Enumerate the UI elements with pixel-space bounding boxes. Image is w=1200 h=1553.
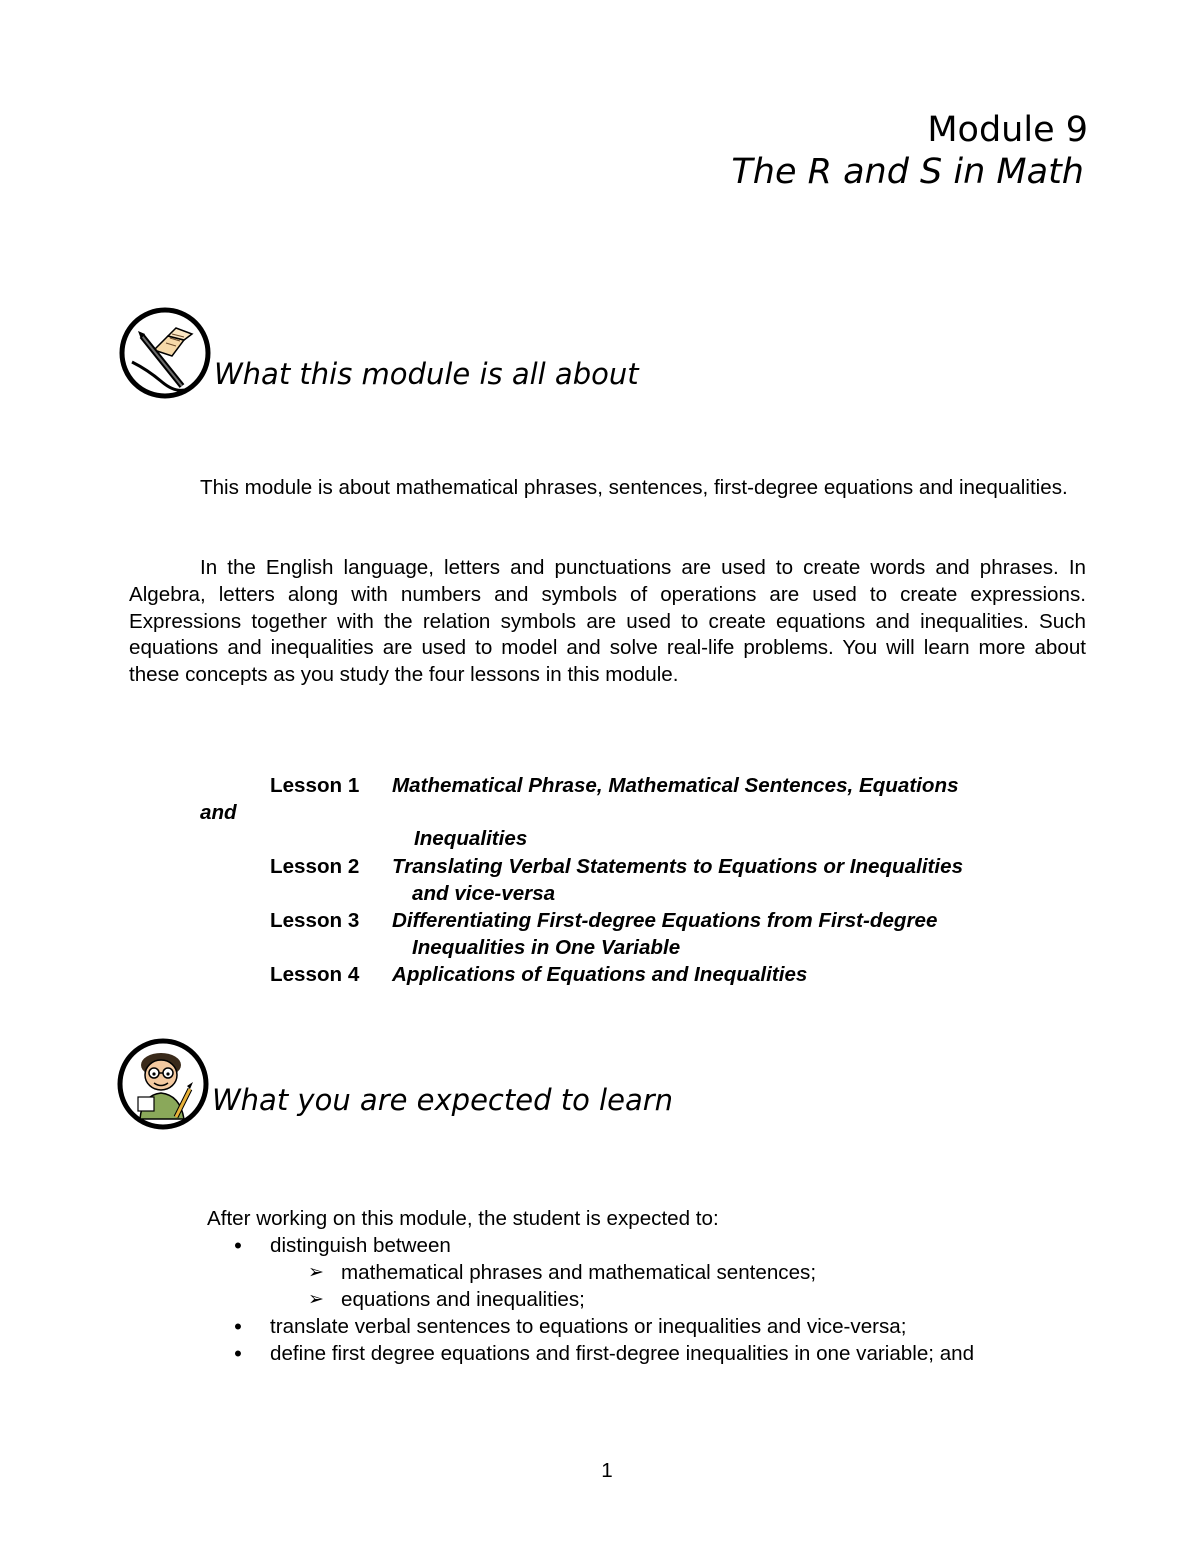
objective-subitem: mathematical phrases and mathematical sentences; bbox=[341, 1261, 817, 1284]
bullet-dot-icon: • bbox=[234, 1314, 242, 1339]
objective-item: distinguish between bbox=[270, 1234, 451, 1257]
lesson-title-continued: and vice-versa bbox=[412, 882, 556, 905]
module-subtitle: The R and S in Math bbox=[731, 152, 1084, 192]
lesson-title-continued: Inequalities in One Variable bbox=[412, 936, 681, 959]
lesson-label: Lesson 2 bbox=[270, 855, 360, 878]
lesson-title: Differentiating First-degree Equations from First-degree bbox=[392, 909, 938, 932]
language-paragraph: In the English language, letters and punctuations are used to create words and phrases. In Algebra, letters along with numbers and symbols of operations are used to create expressions. Expressions together with the relation symbols are used to create equations and inequalities. Such equations and inequalities are used to model and solve real-life problems. You will learn more about these concepts as you study the four lessons in this module. bbox=[129, 556, 1086, 687]
bullet-dot-icon: • bbox=[234, 1233, 242, 1258]
lesson-label: Lesson 1 bbox=[270, 774, 360, 797]
intro-paragraph: This module is about mathematical phrases, sentences, first-degree equations and inequalities. bbox=[200, 476, 1068, 499]
bullet-dot-icon: • bbox=[234, 1341, 242, 1366]
section-heading-expected: What you are expected to learn bbox=[212, 1083, 674, 1117]
objective-item: define first degree equations and first-degree inequalities in one variable; and bbox=[270, 1342, 975, 1365]
lesson-title: Translating Verbal Statements to Equations or Inequalities bbox=[392, 855, 964, 878]
section-heading-about: What this module is all about bbox=[214, 357, 639, 391]
lesson-label: Lesson 3 bbox=[270, 909, 360, 932]
student-with-pencil-icon bbox=[116, 1037, 210, 1131]
lesson-title-wrap: and bbox=[200, 801, 237, 824]
lesson-title: Mathematical Phrase, Mathematical Sentences, Equations bbox=[392, 774, 959, 797]
lesson-title-continued: Inequalities bbox=[414, 827, 528, 850]
page-number: 1 bbox=[601, 1459, 613, 1482]
arrow-bullet-icon: ➢ bbox=[308, 1288, 324, 1310]
arrow-bullet-icon: ➢ bbox=[308, 1261, 324, 1283]
objective-subitem: equations and inequalities; bbox=[341, 1288, 585, 1311]
lesson-title: Applications of Equations and Inequalities bbox=[392, 963, 808, 986]
objectives-intro: After working on this module, the student is expected to: bbox=[207, 1207, 719, 1230]
book-pen-icon bbox=[118, 306, 212, 400]
lesson-label: Lesson 4 bbox=[270, 963, 360, 986]
objective-item: translate verbal sentences to equations or inequalities and vice-versa; bbox=[270, 1315, 907, 1338]
module-title: Module 9 bbox=[927, 110, 1088, 150]
